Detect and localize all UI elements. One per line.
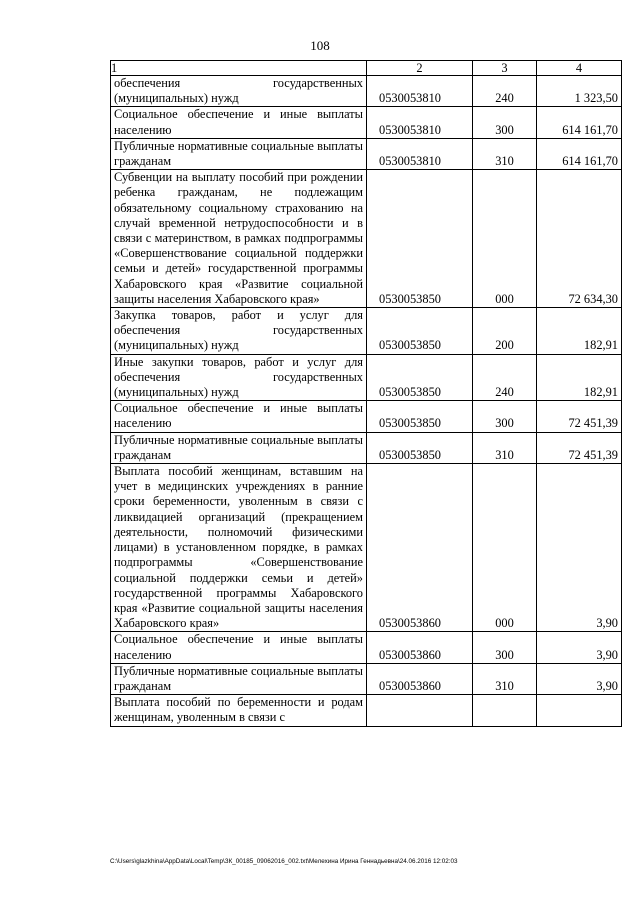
row-code: 0530053850 (367, 401, 473, 432)
row-type: 300 (473, 107, 537, 138)
row-code: 0530053810 (367, 76, 473, 107)
row-code: 0530053850 (367, 170, 473, 308)
row-name: обеспечения государственных (муниципальных) нужд (114, 76, 363, 106)
budget-table (110, 60, 622, 727)
row-type (473, 695, 537, 726)
row-code: 0530053860 (367, 632, 473, 663)
row-name: Закупка товаров, работ и услуг для обеспечения государственных (муниципальных) нужд (114, 308, 363, 353)
row-amount: 1 323,50 (537, 76, 622, 107)
table-header-row (111, 61, 622, 76)
row-name: Социальное обеспечение и иные выплаты населению (114, 107, 363, 137)
table-row (111, 354, 622, 401)
row-code: 0530053860 (367, 663, 473, 694)
row-name: Публичные нормативные социальные выплаты гражданам (114, 138, 363, 169)
row-amount: 3,90 (537, 632, 622, 663)
header-col-4: 4 (537, 61, 622, 76)
row-type: 300 (473, 401, 537, 432)
row-name: Социальное обеспечение и иные выплаты населению (114, 401, 363, 431)
row-amount (537, 695, 622, 726)
row-code: 0530053810 (367, 138, 473, 169)
row-name: Публичные нормативные социальные выплаты гражданам (114, 432, 363, 462)
row-name: Социальное обеспечение и иные выплаты населению (114, 632, 363, 662)
row-code (367, 695, 473, 726)
row-amount: 72 451,39 (537, 401, 622, 432)
row-amount: 182,91 (537, 308, 622, 355)
row-type: 300 (473, 632, 537, 663)
table-row (111, 464, 622, 632)
row-amount: 72 634,30 (537, 170, 622, 308)
table-row (111, 76, 622, 107)
row-code: 0530053850 (367, 432, 473, 463)
row-type: 000 (473, 464, 537, 632)
row-amount: 614 161,70 (537, 138, 622, 169)
table-row (111, 695, 622, 726)
header-col-3: 3 (473, 61, 537, 76)
row-amount: 72 451,39 (537, 432, 622, 463)
table-row (111, 170, 622, 308)
row-type: 200 (473, 308, 537, 355)
row-amount: 614 161,70 (537, 107, 622, 138)
row-code: 0530053860 (367, 464, 473, 632)
row-code: 0530053850 (367, 308, 473, 355)
row-type: 310 (473, 432, 537, 463)
row-amount: 3,90 (537, 663, 622, 694)
table-row (111, 401, 622, 432)
table-row (111, 107, 622, 138)
table-row (111, 432, 622, 463)
table-row (111, 308, 622, 355)
row-amount: 3,90 (537, 464, 622, 632)
row-code: 0530053810 (367, 107, 473, 138)
table-row (111, 632, 622, 663)
row-name: Субвенции на выплату пособий при рождении ребенка гражданам, не подлежащим обязательному социальному страхованию на случай временной нетрудоспособности и в связи с материнством, в рамках подпрограммы «Совершенствование социальной поддержки семьи и детей» государственной программы Хабаровского края «Развитие социальной защиты населения Хабаровского края» (114, 170, 363, 306)
table-row (111, 138, 622, 169)
row-type: 240 (473, 354, 537, 401)
page-number: 108 (310, 38, 330, 53)
header-col-1: 1 (111, 61, 367, 76)
table-row (111, 663, 622, 694)
row-name: Иные закупки товаров, работ и услуг для обеспечения государственных (муниципальных) нужд (114, 354, 363, 400)
row-name: Выплата пособий женщинам, вставшим на учет в медицинских учреждениях в ранние сроки беременности, уволенным в связи с ликвидацией организаций (прекращением деятельности, полномочий физическими лицами) в установленном порядке, в рамках подпрограммы «Совершенствование социальной поддержки семьи и детей» государственной программы Хабаровского края «Развитие социальной защиты населения Хабаровского края» (114, 464, 363, 631)
file-path-footer: C:\Users\glazkhina\AppData\Local\Temp\ЗК_00185_09062016_002.txt\Мелехина Ирина Геннадьевна\24.06.2016 12:02:03 (110, 858, 458, 865)
row-amount: 182,91 (537, 354, 622, 401)
row-type: 000 (473, 170, 537, 308)
header-col-2: 2 (367, 61, 473, 76)
row-type: 240 (473, 76, 537, 107)
row-type: 310 (473, 138, 537, 169)
row-name: Выплата пособий по беременности и родам женщинам, уволенным в связи с (114, 695, 363, 725)
row-type: 310 (473, 663, 537, 694)
row-name: Публичные нормативные социальные выплаты гражданам (114, 663, 363, 693)
row-code: 0530053850 (367, 354, 473, 401)
